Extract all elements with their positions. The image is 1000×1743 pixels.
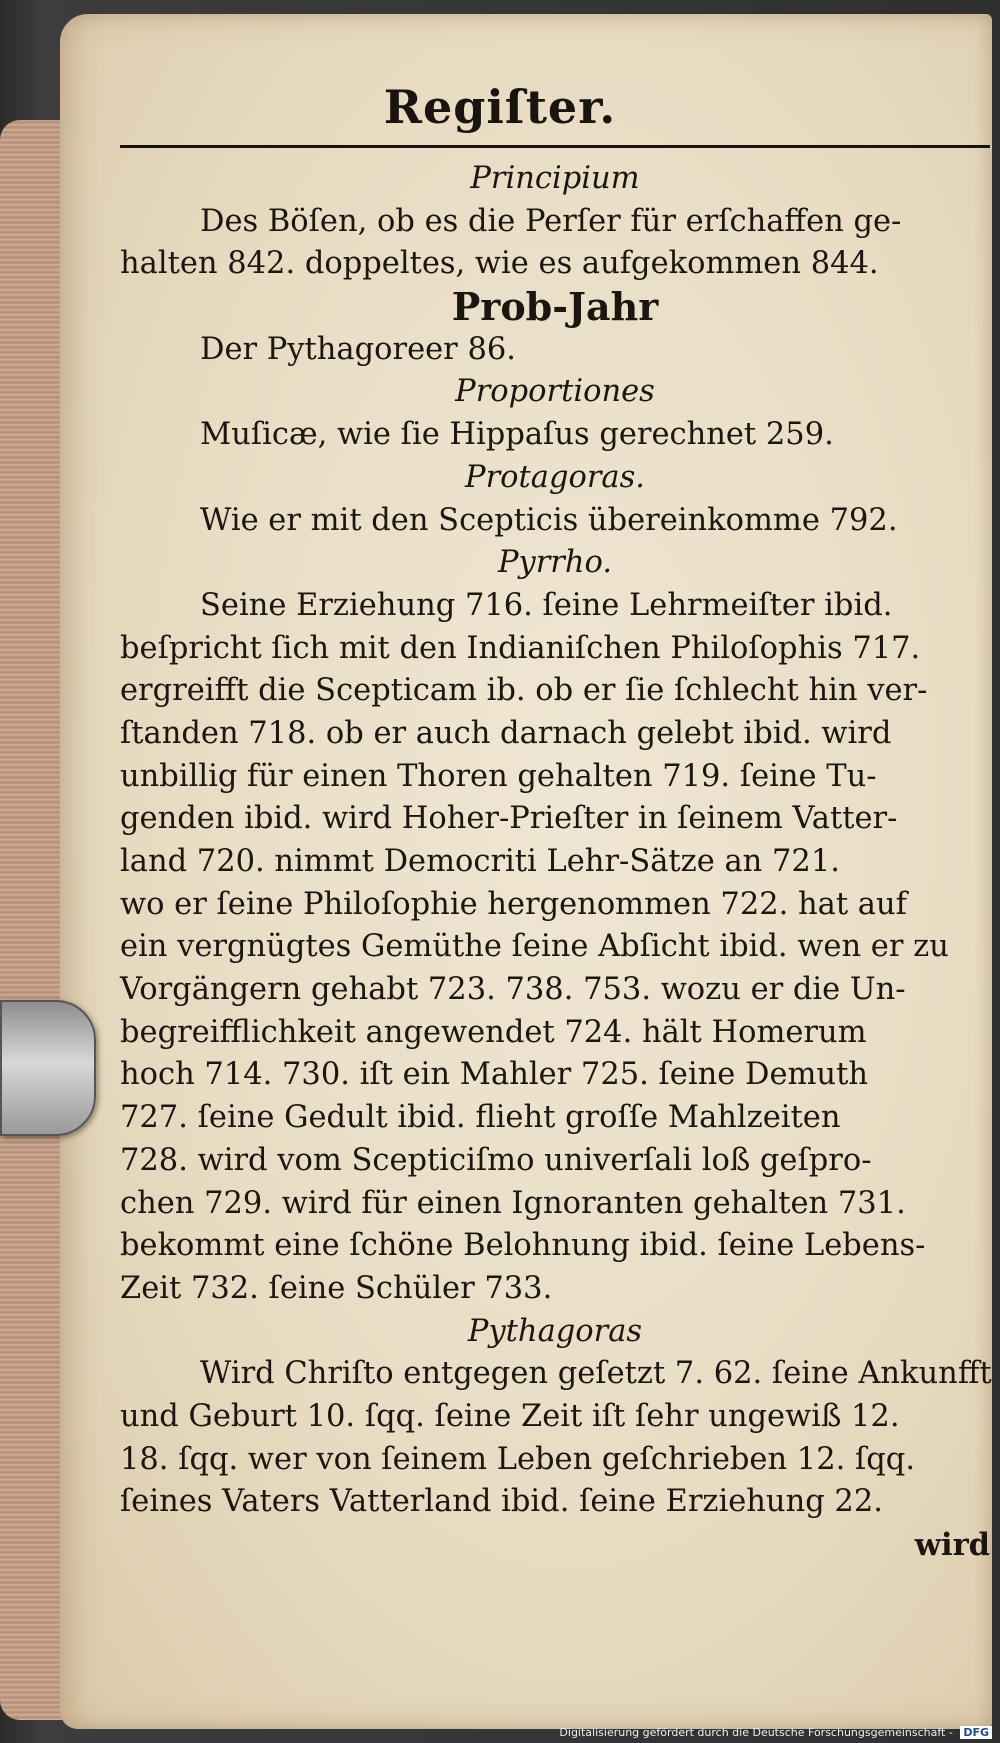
entry-heading: Pyrrho.	[497, 545, 613, 581]
text-line: beſpricht ſich mit den Indianiſchen Philoſophis 717.	[120, 630, 921, 666]
text-line: wo er ſeine Philoſophie hergenommen 722. hat auf	[120, 886, 907, 922]
metal-clasp	[0, 1000, 96, 1136]
text-line: 728. wird vom Scepticiſmo univerſali loß geſpro-	[120, 1142, 872, 1178]
text-line: ergreifft die Scepticam ib. ob er ſie ſchlecht hin ver-	[120, 673, 928, 709]
text-line: ſeines Vaters Vatterland ibid. ſeine Erziehung 22.	[120, 1484, 883, 1520]
text-line: Muſicæ, wie ſie Hippaſus gerechnet 259.	[200, 417, 834, 453]
text-line: Des Böſen, ob es die Perſer für erſchaffen ge-	[200, 203, 902, 239]
text-line: begreifflichkeit angewendet 724. hält Homerum	[120, 1014, 867, 1050]
text-line: Seine Erziehung 716. ſeine Lehrmeiſter ibid.	[200, 587, 893, 623]
text-line: Der Pythagoreer 86.	[200, 331, 516, 367]
text-line: Wie er mit den Scepticis übereinkomme 792.	[200, 502, 898, 538]
text-line: ein vergnügtes Gemüthe ſeine Abſicht ibid. wen er zu	[120, 929, 949, 965]
footer-credit-text: Digitalisierung gefördert durch die Deutsche Forschungsgemeinschaft -	[559, 1726, 953, 1739]
text-line: Zeit 732. ſeine Schüler 733.	[120, 1270, 553, 1306]
text-line: hoch 714. 730. iſt ein Mahler 725. ſeine Demuth	[120, 1057, 868, 1093]
text-line: wird	[914, 1527, 990, 1563]
text-line: ſtanden 718. ob er auch darnach gelebt ibid. wird	[120, 715, 892, 751]
text-line: unbillig für einen Thoren gehalten 719. ſeine Tu-	[120, 758, 877, 794]
text-line: halten 842. doppeltes, wie es aufgekommen 844.	[120, 246, 879, 282]
entry-heading: Protagoras.	[465, 459, 645, 495]
header-rule	[120, 145, 990, 148]
text-line: Vorgängern gehabt 723. 738. 753. wozu er die Un-	[120, 972, 906, 1008]
text-line: genden ibid. wird Hoher-Prieſter in ſeinem Vatter-	[120, 801, 898, 837]
text-line: chen 729. wird für einen Ignoranten gehalten 731.	[120, 1185, 906, 1221]
entry-heading: Principium	[470, 161, 640, 196]
entry-heading: Proportiones	[455, 374, 655, 410]
entry-heading: Pythagoras	[467, 1313, 643, 1349]
page-header: Regiſter.	[383, 80, 617, 134]
entry-heading: Prob-Jahr	[451, 284, 659, 330]
text-line: 727. ſeine Gedult ibid. flieht groſſe Mahlzeiten	[120, 1100, 841, 1136]
text-line: land 720. nimmt Democriti Lehr-Sätze an 721.	[120, 844, 840, 879]
dfg-logo: DFG	[960, 1726, 992, 1739]
text-line: Wird Chriſto entgegen geſetzt 7. 62. ſeine Ankunfft	[200, 1356, 992, 1392]
footer-credit	[559, 1726, 992, 1739]
text-line: bekommt eine ſchöne Belohnung ibid. ſeine Lebens-	[120, 1228, 926, 1264]
text-line: 18. ſqq. wer von ſeinem Leben geſchrieben 12. ſqq.	[120, 1441, 916, 1477]
register-text	[120, 158, 990, 1567]
text-line: und Geburt 10. ſqq. ſeine Zeit iſt ſehr ungewiß 12.	[120, 1398, 900, 1434]
